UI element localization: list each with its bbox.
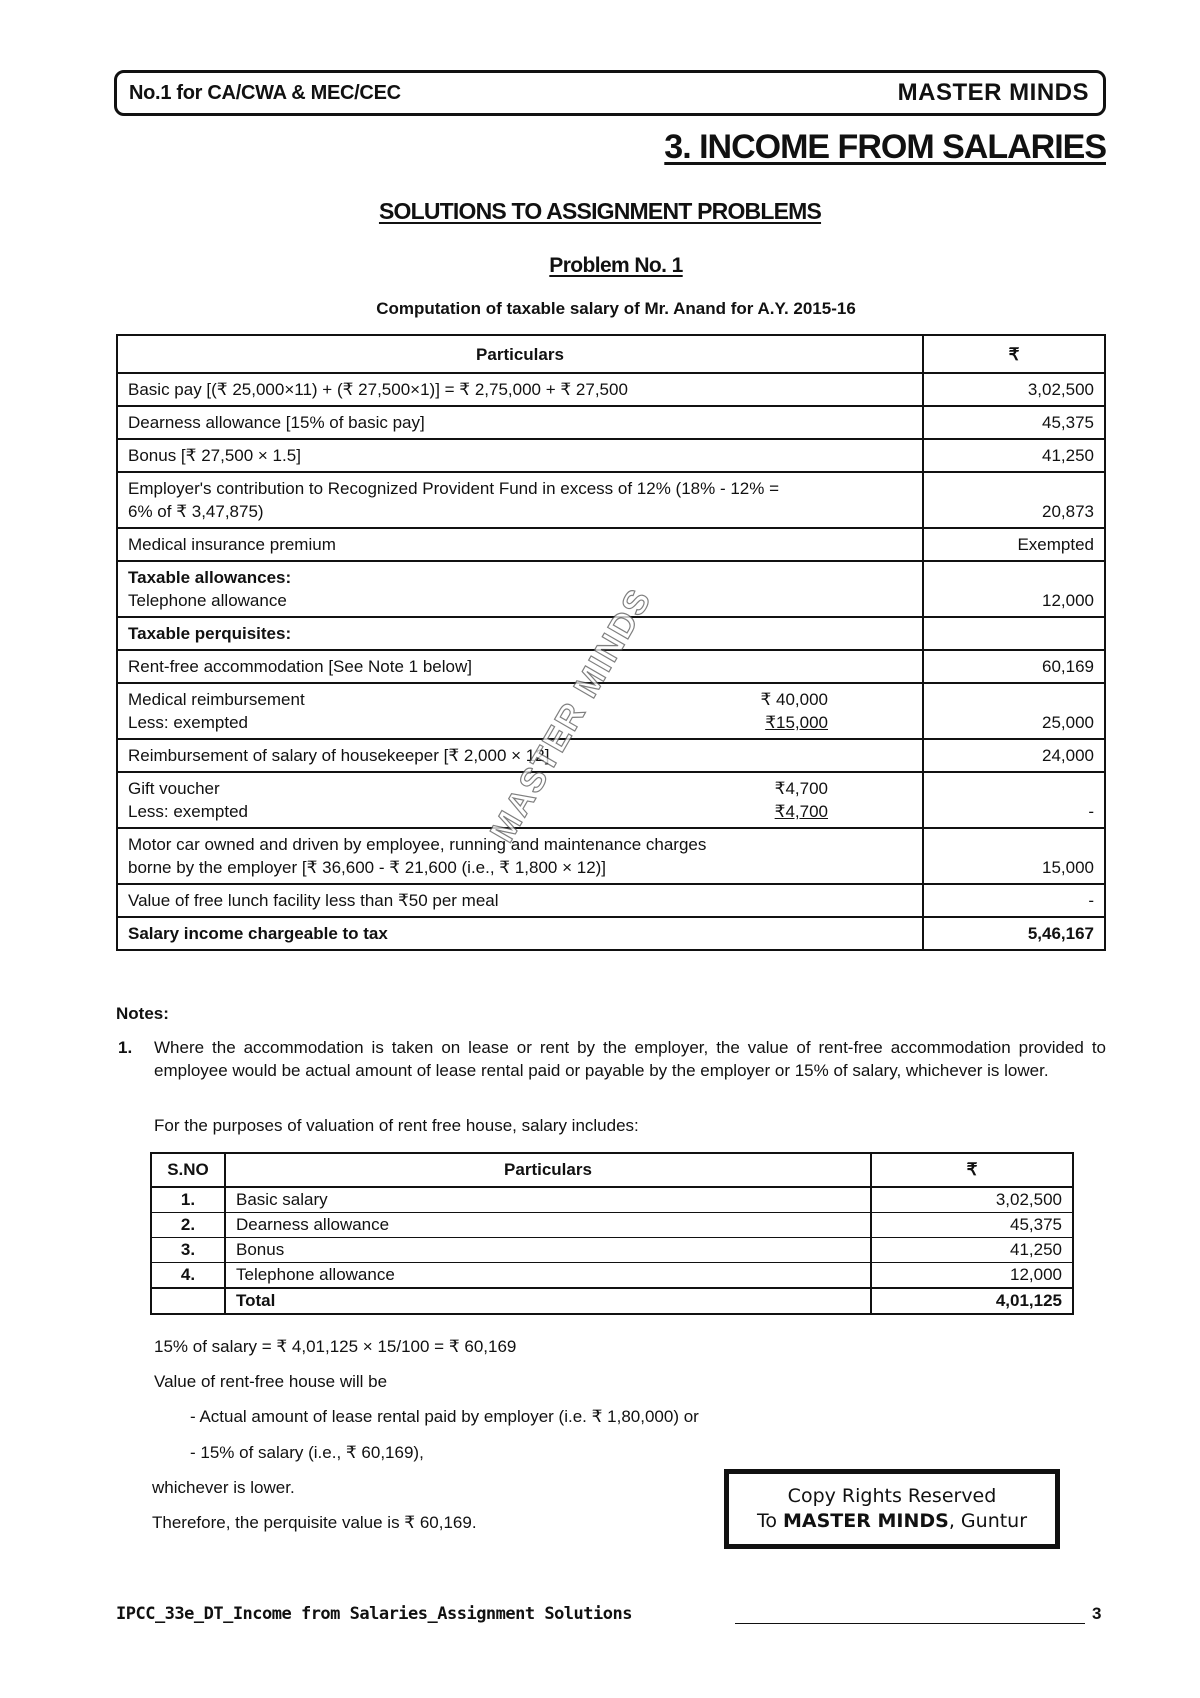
row-label <box>117 561 923 617</box>
row-sno: 1. <box>151 1187 225 1213</box>
total-amount: 4,01,125 <box>871 1288 1073 1314</box>
row-label: Medical insurance premium <box>117 528 923 561</box>
row-label: Reimbursement of salary of housekeeper [₹ 2,000 × 12] <box>117 739 923 772</box>
copyright-brand: MASTER MINDS <box>783 1510 949 1532</box>
notes-heading: Notes: <box>116 1004 169 1023</box>
calc-line: 15% of salary = ₹ 4,01,125 × 15/100 = ₹ 60,169 <box>154 1337 517 1356</box>
row-heading: Taxable perquisites: <box>117 617 923 650</box>
calc-line: - 15% of salary (i.e., ₹ 60,169), <box>190 1443 424 1462</box>
row-amount: 45,375 <box>923 406 1105 439</box>
row-label-line2: Less: exempted <box>128 713 249 732</box>
table-row <box>117 472 1105 528</box>
row-label: Bonus [₹ 27,500 × 1.5] <box>117 439 923 472</box>
col-sno: S.NO <box>151 1153 225 1187</box>
row-sno: 3. <box>151 1238 225 1263</box>
row-amount: 41,250 <box>923 439 1105 472</box>
calc-line: - Actual amount of lease rental paid by employer (i.e. ₹ 1,80,000) or <box>190 1407 699 1426</box>
copyright-line2 <box>729 1509 1055 1534</box>
row-sno <box>151 1288 225 1314</box>
row-amount: 60,169 <box>923 650 1105 683</box>
col-amount: ₹ <box>871 1153 1073 1187</box>
table-row <box>151 1213 1073 1238</box>
page-header <box>114 70 1106 116</box>
row-amount: 24,000 <box>923 739 1105 772</box>
table-row <box>117 772 1105 828</box>
row-particular: Dearness allowance <box>225 1213 871 1238</box>
row-label: Basic pay [(₹ 25,000×11) + (₹ 27,500×1)] = ₹ 2,75,000 + ₹ 27,500 <box>117 373 923 406</box>
calc-line: Therefore, the perquisite value is ₹ 60,169. <box>152 1513 477 1532</box>
row-amount: 41,250 <box>871 1238 1073 1263</box>
row-amount: Exempted <box>923 528 1105 561</box>
row-label: Rent-free accommodation [See Note 1 below] <box>117 650 923 683</box>
table-header-row <box>151 1153 1073 1187</box>
row-label-line1: Gift voucher <box>128 779 220 798</box>
row-subline <box>128 688 912 711</box>
copyright-suffix: , Guntur <box>948 1510 1028 1532</box>
col-particulars: Particulars <box>225 1153 871 1187</box>
calc-line: whichever is lower. <box>152 1478 295 1497</box>
row-sub-amount: ₹4,700 <box>774 779 828 798</box>
copyright-prefix: To <box>756 1510 777 1532</box>
salary-components-table <box>150 1152 1074 1315</box>
table-header-row <box>117 335 1105 373</box>
footer-text: IPCC_33e_DT_Income from Salaries_Assignment Solutions <box>116 1604 632 1624</box>
table-row <box>117 406 1105 439</box>
chapter-title: 3. INCOME FROM SALARIES <box>664 128 1106 166</box>
row-amount: 3,02,500 <box>871 1187 1073 1213</box>
table-row <box>117 373 1105 406</box>
copyright-box <box>724 1469 1060 1549</box>
row-heading: Taxable allowances: <box>128 568 292 587</box>
row-sub-amount: ₹4,700 <box>774 802 828 821</box>
row-sub-amount: ₹15,000 <box>765 713 828 732</box>
row-amount: 45,375 <box>871 1213 1073 1238</box>
row-subline <box>128 711 912 734</box>
row-sno: 4. <box>151 1263 225 1289</box>
row-label-line1: Telephone allowance <box>128 591 287 610</box>
header-brand: MASTER MINDS <box>897 79 1089 106</box>
total-amount: 5,46,167 <box>923 917 1105 950</box>
row-amount: 12,000 <box>871 1263 1073 1289</box>
table-row <box>151 1263 1073 1289</box>
table-total-row <box>151 1288 1073 1314</box>
row-label-line1: Medical reimbursement <box>128 690 305 709</box>
calc-line: Value of rent-free house will be <box>154 1372 388 1391</box>
total-label: Total <box>225 1288 871 1314</box>
col-amount: ₹ <box>923 335 1105 373</box>
page-number: 3 <box>1092 1604 1102 1623</box>
row-sub-amount: ₹ 40,000 <box>760 690 828 709</box>
table-row <box>151 1187 1073 1213</box>
table-row <box>151 1238 1073 1263</box>
row-label-line1: Motor car owned and driven by employee, running and maintenance charges <box>128 835 707 854</box>
row-amount <box>923 617 1105 650</box>
row-amount: 15,000 <box>923 828 1105 884</box>
table-row <box>117 828 1105 884</box>
row-label-line2: Less: exempted <box>128 802 249 821</box>
table-row <box>117 884 1105 917</box>
note-number: 1. <box>118 1038 133 1057</box>
table-total-row <box>117 917 1105 950</box>
row-amount: - <box>923 884 1105 917</box>
salary-intro: For the purposes of valuation of rent free house, salary includes: <box>154 1116 639 1135</box>
section-title: SOLUTIONS TO ASSIGNMENT PROBLEMS <box>378 198 822 224</box>
row-particular: Bonus <box>225 1238 871 1263</box>
row-label-line2: 6% of ₹ 3,47,875) <box>128 502 264 521</box>
row-amount: 25,000 <box>923 683 1105 739</box>
row-label: Value of free lunch facility less than ₹50 per meal <box>117 884 923 917</box>
row-sno: 2. <box>151 1213 225 1238</box>
row-particular: Telephone allowance <box>225 1263 871 1289</box>
watermark: MASTER MINDS <box>483 581 660 849</box>
table-row <box>117 739 1105 772</box>
row-amount: 20,873 <box>923 472 1105 528</box>
table-row <box>117 439 1105 472</box>
row-label <box>117 472 923 528</box>
row-amount: 12,000 <box>923 561 1105 617</box>
table-row <box>117 683 1105 739</box>
copyright-line1: Copy Rights Reserved <box>787 1485 997 1507</box>
row-amount: - <box>923 772 1105 828</box>
row-label <box>117 683 923 739</box>
row-label: Dearness allowance [15% of basic pay] <box>117 406 923 439</box>
row-particular: Basic salary <box>225 1187 871 1213</box>
table-row <box>117 528 1105 561</box>
problem-title: Problem No. 1 <box>549 254 683 277</box>
col-particulars: Particulars <box>117 335 923 373</box>
note-text: Where the accommodation is taken on lease or rent by the employer, the value of rent-free accommodation provided to employee would be actual amount of lease rental paid or payable by the employer or 15% of salary, whichever is lower. <box>154 1038 1106 1080</box>
row-amount: 3,02,500 <box>923 373 1105 406</box>
footer-rule <box>735 1623 1085 1624</box>
total-label: Salary income chargeable to tax <box>117 917 923 950</box>
header-tagline: No.1 for CA/CWA & MEC/CEC <box>129 82 401 104</box>
table-caption: Computation of taxable salary of Mr. Anand for A.Y. 2015-16 <box>376 299 856 318</box>
row-label-line2: borne by the employer [₹ 36,600 - ₹ 21,600 (i.e., ₹ 1,800 × 12)] <box>128 858 607 877</box>
row-label-line1: Employer's contribution to Recognized Provident Fund in excess of 12% (18% - 12% = <box>128 479 780 498</box>
